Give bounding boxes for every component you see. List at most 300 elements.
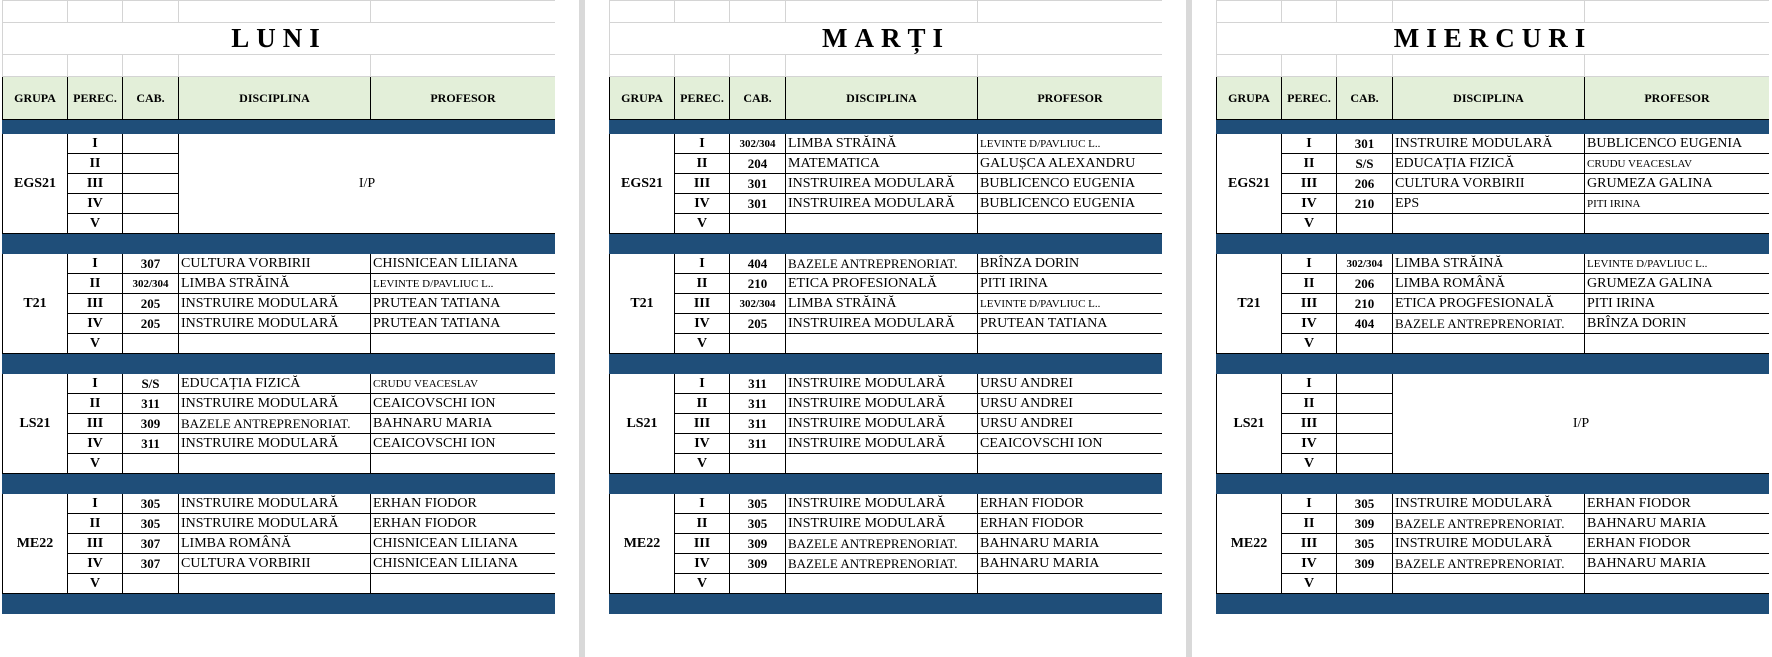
cab-cell (1337, 414, 1393, 434)
professor-cell: CHISNICEAN LILIANA (371, 534, 556, 554)
group-separator (3, 354, 556, 374)
discipline-cell: EDUCAȚIA FIZICĂ (1393, 154, 1585, 174)
professor-cell: PRUTEAN TATIANA (371, 314, 556, 334)
header-grupa: GRUPA (1217, 77, 1282, 120)
group-separator (610, 120, 1163, 134)
cab-cell: S/S (123, 374, 179, 394)
table-row (610, 414, 1163, 434)
pair-number: III (1282, 534, 1337, 554)
practice-label: I/P (179, 134, 556, 234)
discipline-cell: LIMBA STRĂINĂ (786, 294, 978, 314)
pair-number: II (68, 274, 123, 294)
pair-number: V (675, 214, 730, 234)
table-row (610, 194, 1163, 214)
pair-number: III (68, 414, 123, 434)
discipline-cell: EDUCAȚIA FIZICĂ (179, 374, 371, 394)
discipline-cell: MATEMATICA (786, 154, 978, 174)
pair-number: II (675, 154, 730, 174)
professor-cell: BAHNARU MARIA (1585, 514, 1770, 534)
pair-number: II (675, 394, 730, 414)
professor-cell (1585, 334, 1770, 354)
table-row (3, 494, 556, 514)
professor-cell: BRÎNZA DORIN (978, 254, 1163, 274)
pair-number: V (675, 574, 730, 594)
cab-cell: 302/304 (1337, 254, 1393, 274)
table-row (3, 514, 556, 534)
pair-number: I (675, 374, 730, 394)
discipline-cell: INSTRUIRE MODULARĂ (179, 434, 371, 454)
pair-number: I (68, 134, 123, 154)
cab-cell: 210 (730, 274, 786, 294)
header-cab: CAB. (123, 77, 179, 120)
schedule-table (609, 0, 1162, 614)
group-separator (1217, 354, 1770, 374)
discipline-cell: CULTURA VORBIRII (179, 254, 371, 274)
table-row (610, 574, 1163, 594)
schedule-sheet-1 (609, 0, 1162, 657)
table-row (610, 374, 1163, 394)
cab-cell: 301 (730, 174, 786, 194)
pair-number: II (68, 514, 123, 534)
discipline-cell: INSTRUIRE MODULARĂ (179, 494, 371, 514)
cab-cell: 301 (730, 194, 786, 214)
professor-cell: CEAICOVSCHI ION (371, 434, 556, 454)
group-name: LS21 (610, 374, 675, 474)
group-separator (610, 354, 1163, 374)
group-separator (3, 234, 556, 254)
table-row (1217, 534, 1770, 554)
pair-number: I (1282, 374, 1337, 394)
pair-number: V (68, 574, 123, 594)
pair-number: IV (68, 314, 123, 334)
table-row (1217, 294, 1770, 314)
cab-cell (123, 174, 179, 194)
discipline-cell: LIMBA ROMÂNĂ (1393, 274, 1585, 294)
pair-number: II (68, 394, 123, 414)
cab-cell: 305 (1337, 534, 1393, 554)
cab-cell: 305 (1337, 494, 1393, 514)
cab-cell: 305 (730, 494, 786, 514)
cab-cell: 302/304 (730, 294, 786, 314)
group-separator (610, 234, 1163, 254)
day-title: MIERCURI (1217, 23, 1770, 55)
professor-cell: ERHAN FIODOR (371, 514, 556, 534)
group-separator (1217, 120, 1770, 134)
cab-cell: 311 (730, 374, 786, 394)
discipline-cell: LIMBA STRĂINĂ (1393, 254, 1585, 274)
professor-cell (371, 454, 556, 474)
pair-number: I (675, 494, 730, 514)
header-grupa: GRUPA (610, 77, 675, 120)
discipline-cell: INSTRUIREA MODULARĂ (786, 314, 978, 334)
table-row (3, 414, 556, 434)
cab-cell (730, 334, 786, 354)
cab-cell (123, 214, 179, 234)
cab-cell: 311 (730, 414, 786, 434)
professor-cell (978, 454, 1163, 474)
professor-cell (1585, 574, 1770, 594)
table-row (1217, 574, 1770, 594)
cab-cell (730, 214, 786, 234)
cab-cell: 307 (123, 254, 179, 274)
cab-cell: 302/304 (730, 134, 786, 154)
group-separator (1217, 594, 1770, 614)
header-disciplina: DISCIPLINA (179, 77, 371, 120)
group-name: T21 (3, 254, 68, 354)
table-row (3, 574, 556, 594)
pair-number: IV (1282, 434, 1337, 454)
pair-number: V (68, 214, 123, 234)
group-separator (610, 474, 1163, 494)
table-row (1217, 214, 1770, 234)
pair-number: V (1282, 214, 1337, 234)
cab-cell: 302/304 (123, 274, 179, 294)
discipline-cell (786, 454, 978, 474)
table-row (1217, 274, 1770, 294)
cab-cell: 204 (730, 154, 786, 174)
discipline-cell: LIMBA ROMÂNĂ (179, 534, 371, 554)
discipline-cell: EPS (1393, 194, 1585, 214)
table-row (610, 254, 1163, 274)
cab-cell: 311 (123, 394, 179, 414)
header-grupa: GRUPA (3, 77, 68, 120)
practice-label: I/P (1393, 374, 1770, 474)
discipline-cell: INSTRUIRE MODULARĂ (179, 394, 371, 414)
group-name: ME22 (3, 494, 68, 594)
discipline-cell (179, 574, 371, 594)
professor-cell (371, 574, 556, 594)
pair-number: II (1282, 274, 1337, 294)
professor-cell: BUBLICENCO EUGENIA (978, 194, 1163, 214)
discipline-cell: INSTRUIRE MODULARĂ (786, 434, 978, 454)
cab-cell: 309 (1337, 554, 1393, 574)
table-row (3, 254, 556, 274)
discipline-cell: CULTURA VORBIRII (179, 554, 371, 574)
table-row (610, 554, 1163, 574)
professor-cell (978, 574, 1163, 594)
header-profesor: PROFESOR (371, 77, 556, 120)
professor-cell: PITI IRINA (1585, 194, 1770, 214)
discipline-cell: BAZELE ANTREPRENORIAT. (786, 254, 978, 274)
table-row (3, 314, 556, 334)
pair-number: II (1282, 394, 1337, 414)
pair-number: III (675, 174, 730, 194)
professor-cell: BUBLICENCO EUGENIA (978, 174, 1163, 194)
schedule-sheet-2 (1216, 0, 1769, 657)
discipline-cell: BAZELE ANTREPRENORIAT. (1393, 314, 1585, 334)
schedule-sheet-0 (2, 0, 555, 657)
table-row (610, 334, 1163, 354)
professor-cell: CEAICOVSCHI ION (371, 394, 556, 414)
discipline-cell: LIMBA STRĂINĂ (179, 274, 371, 294)
cab-cell: 311 (730, 394, 786, 414)
pair-number: I (1282, 254, 1337, 274)
discipline-cell: CULTURA VORBIRII (1393, 174, 1585, 194)
professor-cell: CHISNICEAN LILIANA (371, 254, 556, 274)
professor-cell: LEVINTE D/PAVLIUC L.. (371, 274, 556, 294)
cab-cell: 309 (1337, 514, 1393, 534)
discipline-cell: INSTRUIRE MODULARĂ (1393, 134, 1585, 154)
cab-cell: 305 (123, 494, 179, 514)
discipline-cell: BAZELE ANTREPRENORIAT. (1393, 514, 1585, 534)
pair-number: I (68, 494, 123, 514)
discipline-cell: ETICA PROGFESIONALĂ (1393, 294, 1585, 314)
page-divider (1186, 0, 1192, 657)
discipline-cell (179, 454, 371, 474)
cab-cell: 301 (1337, 134, 1393, 154)
schedule-table (2, 0, 555, 614)
pair-number: I (68, 374, 123, 394)
professor-cell: PRUTEAN TATIANA (978, 314, 1163, 334)
pair-number: III (675, 534, 730, 554)
cab-cell: 305 (730, 514, 786, 534)
group-name: T21 (1217, 254, 1282, 354)
discipline-cell: INSTRUIREA MODULARĂ (786, 194, 978, 214)
discipline-cell: INSTRUIRE MODULARĂ (179, 314, 371, 334)
cab-cell: 311 (730, 434, 786, 454)
pair-number: I (1282, 134, 1337, 154)
cab-cell (1337, 214, 1393, 234)
professor-cell: BAHNARU MARIA (1585, 554, 1770, 574)
table-row (1217, 334, 1770, 354)
professor-cell: LEVINTE D/PAVLIUC L.. (1585, 254, 1770, 274)
professor-cell: LEVINTE D/PAVLIUC L.. (978, 134, 1163, 154)
header-disciplina: DISCIPLINA (1393, 77, 1585, 120)
discipline-cell: BAZELE ANTREPRENORIAT. (786, 554, 978, 574)
pair-number: IV (1282, 554, 1337, 574)
table-row (3, 374, 556, 394)
cab-cell (123, 334, 179, 354)
professor-cell: CHISNICEAN LILIANA (371, 554, 556, 574)
pair-number: I (675, 254, 730, 274)
cab-cell (730, 454, 786, 474)
pair-number: II (675, 274, 730, 294)
header-cab: CAB. (1337, 77, 1393, 120)
table-row (610, 154, 1163, 174)
table-row (3, 334, 556, 354)
pair-number: III (68, 294, 123, 314)
discipline-cell: INSTRUIRE MODULARĂ (786, 414, 978, 434)
cab-cell: 311 (123, 434, 179, 454)
header-perec: PEREC. (68, 77, 123, 120)
professor-cell: ERHAN FIODOR (978, 514, 1163, 534)
professor-cell: CRUDU VEACESLAV (371, 374, 556, 394)
table-row (1217, 554, 1770, 574)
cab-cell (123, 454, 179, 474)
professor-cell (978, 334, 1163, 354)
pair-number: II (675, 514, 730, 534)
discipline-cell: INSTRUIRE MODULARĂ (179, 294, 371, 314)
discipline-cell (1393, 574, 1585, 594)
cab-cell (730, 574, 786, 594)
discipline-cell: BAZELE ANTREPRENORIAT. (786, 534, 978, 554)
table-row (3, 394, 556, 414)
cab-cell (1337, 374, 1393, 394)
professor-cell: LEVINTE D/PAVLIUC L.. (978, 294, 1163, 314)
pair-number: III (68, 534, 123, 554)
table-row (3, 434, 556, 454)
pair-number: II (68, 154, 123, 174)
table-row (610, 514, 1163, 534)
cab-cell (1337, 434, 1393, 454)
pair-number: IV (675, 554, 730, 574)
pair-number: IV (68, 434, 123, 454)
group-name: LS21 (3, 374, 68, 474)
group-name: ME22 (1217, 494, 1282, 594)
table-row (1217, 154, 1770, 174)
discipline-cell: INSTRUIRE MODULARĂ (786, 374, 978, 394)
pair-number: IV (68, 194, 123, 214)
cab-cell: 210 (1337, 194, 1393, 214)
discipline-cell: INSTRUIRE MODULARĂ (1393, 534, 1585, 554)
group-separator (3, 474, 556, 494)
professor-cell: URSU ANDREI (978, 394, 1163, 414)
cab-cell (1337, 454, 1393, 474)
professor-cell: BRÎNZA DORIN (1585, 314, 1770, 334)
pair-number: II (1282, 154, 1337, 174)
pair-number: III (675, 414, 730, 434)
group-separator (3, 120, 556, 134)
discipline-cell: INSTRUIRE MODULARĂ (786, 494, 978, 514)
cab-cell: 210 (1337, 294, 1393, 314)
header-disciplina: DISCIPLINA (786, 77, 978, 120)
professor-cell: ERHAN FIODOR (978, 494, 1163, 514)
cab-cell: 307 (123, 534, 179, 554)
pair-number: I (68, 254, 123, 274)
table-row (610, 214, 1163, 234)
pair-number: III (68, 174, 123, 194)
table-row (1217, 134, 1770, 154)
cab-cell: 404 (730, 254, 786, 274)
discipline-cell (1393, 334, 1585, 354)
group-name: EGS21 (3, 134, 68, 234)
day-title: LUNI (3, 23, 556, 55)
cab-cell (1337, 574, 1393, 594)
professor-cell: ERHAN FIODOR (1585, 494, 1770, 514)
table-row (610, 174, 1163, 194)
cab-cell: 305 (123, 514, 179, 534)
pair-number: V (68, 334, 123, 354)
cab-cell (1337, 334, 1393, 354)
table-row (3, 134, 556, 154)
discipline-cell: LIMBA STRĂINĂ (786, 134, 978, 154)
cab-cell: 206 (1337, 274, 1393, 294)
table-row (610, 314, 1163, 334)
professor-cell (371, 334, 556, 354)
pair-number: IV (675, 434, 730, 454)
professor-cell: GRUMEZA GALINA (1585, 274, 1770, 294)
discipline-cell (786, 574, 978, 594)
pair-number: III (1282, 174, 1337, 194)
pair-number: IV (68, 554, 123, 574)
cab-cell: 404 (1337, 314, 1393, 334)
pair-number: V (675, 454, 730, 474)
cab-cell (123, 574, 179, 594)
table-row (610, 454, 1163, 474)
discipline-cell: INSTRUIRE MODULARĂ (179, 514, 371, 534)
table-row (1217, 254, 1770, 274)
table-row (610, 534, 1163, 554)
table-row (610, 434, 1163, 454)
pair-number: V (1282, 574, 1337, 594)
group-separator (1217, 474, 1770, 494)
table-row (3, 294, 556, 314)
professor-cell: PITI IRINA (1585, 294, 1770, 314)
table-row (1217, 314, 1770, 334)
cab-cell: 309 (123, 414, 179, 434)
table-row (3, 454, 556, 474)
professor-cell: URSU ANDREI (978, 414, 1163, 434)
cab-cell: 309 (730, 554, 786, 574)
cab-cell: 205 (730, 314, 786, 334)
professor-cell (1585, 214, 1770, 234)
professor-cell: ERHAN FIODOR (1585, 534, 1770, 554)
page-divider (579, 0, 585, 657)
group-name: T21 (610, 254, 675, 354)
table-row (1217, 174, 1770, 194)
group-separator (610, 594, 1163, 614)
table-row (1217, 494, 1770, 514)
professor-cell (978, 214, 1163, 234)
table-row (610, 274, 1163, 294)
header-perec: PEREC. (1282, 77, 1337, 120)
professor-cell: CRUDU VEACESLAV (1585, 154, 1770, 174)
discipline-cell: INSTRUIRE MODULARĂ (1393, 494, 1585, 514)
cab-cell: 206 (1337, 174, 1393, 194)
group-name: EGS21 (1217, 134, 1282, 234)
discipline-cell: INSTRUIRE MODULARĂ (786, 514, 978, 534)
discipline-cell: INSTRUIRE MODULARĂ (786, 394, 978, 414)
pair-number: IV (675, 314, 730, 334)
professor-cell: URSU ANDREI (978, 374, 1163, 394)
professor-cell: BAHNARU MARIA (978, 534, 1163, 554)
discipline-cell: BAZELE ANTREPRENORIAT. (1393, 554, 1585, 574)
professor-cell: GRUMEZA GALINA (1585, 174, 1770, 194)
pair-number: I (675, 134, 730, 154)
professor-cell: PITI IRINA (978, 274, 1163, 294)
pair-number: I (1282, 494, 1337, 514)
cab-cell: 309 (730, 534, 786, 554)
professor-cell: GALUȘCA ALEXANDRU (978, 154, 1163, 174)
discipline-cell: INSTRUIREA MODULARĂ (786, 174, 978, 194)
table-row (610, 134, 1163, 154)
pair-number: IV (1282, 194, 1337, 214)
header-profesor: PROFESOR (1585, 77, 1770, 120)
pair-number: II (1282, 514, 1337, 534)
discipline-cell (179, 334, 371, 354)
group-name: EGS21 (610, 134, 675, 234)
page-gap (1162, 0, 1216, 657)
discipline-cell (1393, 214, 1585, 234)
day-title: MARȚI (610, 23, 1163, 55)
discipline-cell (786, 334, 978, 354)
table-row (3, 534, 556, 554)
table-row (610, 394, 1163, 414)
cab-cell: 205 (123, 314, 179, 334)
header-perec: PEREC. (675, 77, 730, 120)
professor-cell: CEAICOVSCHI ION (978, 434, 1163, 454)
pair-number: III (1282, 414, 1337, 434)
pair-number: IV (675, 194, 730, 214)
group-separator (3, 594, 556, 614)
pair-number: V (1282, 454, 1337, 474)
table-row (1217, 514, 1770, 534)
header-profesor: PROFESOR (978, 77, 1163, 120)
cab-cell (1337, 394, 1393, 414)
professor-cell: PRUTEAN TATIANA (371, 294, 556, 314)
pair-number: V (675, 334, 730, 354)
page-gap (555, 0, 609, 657)
